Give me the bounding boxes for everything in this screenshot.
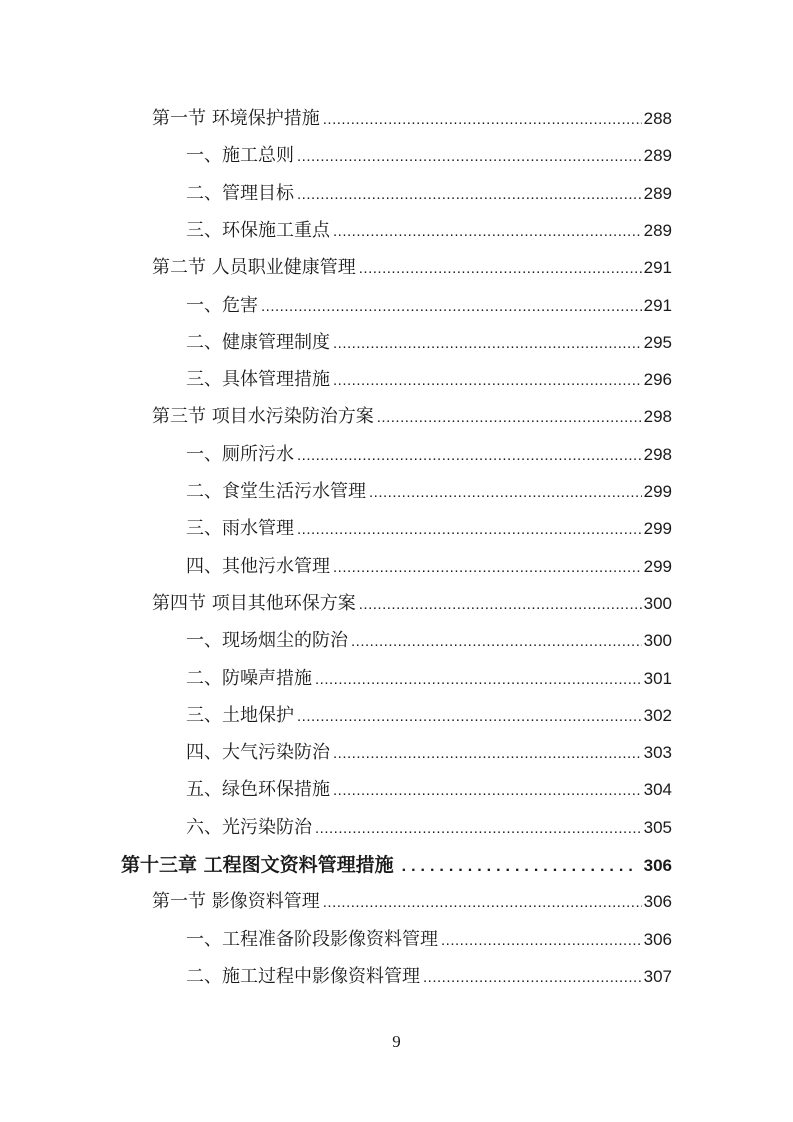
toc-entry-title: 一、施工总则 (186, 145, 294, 167)
toc-section-entry[interactable] (152, 589, 672, 619)
toc-entry-page: 306 (643, 856, 672, 875)
toc-section-entry[interactable] (152, 887, 672, 917)
toc-item-entry[interactable] (186, 291, 672, 321)
toc-entry-page: 305 (643, 817, 672, 837)
toc-leader-dots (297, 708, 642, 725)
toc-entry-page: 289 (643, 220, 672, 240)
toc-entry-title: 第一节 影像资料管理 (152, 891, 320, 913)
toc-entry-title: 二、防噪声措施 (186, 667, 312, 689)
toc-entry-page: 302 (643, 705, 672, 725)
toc-item-entry[interactable] (186, 141, 672, 171)
toc-leader-dots (333, 335, 642, 352)
toc-entry-title: 二、健康管理制度 (186, 331, 330, 353)
toc-entry-page: 299 (643, 519, 672, 539)
toc-item-entry[interactable] (186, 514, 672, 544)
toc-leader-dots (315, 820, 642, 837)
toc-leader-dots (402, 858, 636, 876)
toc-leader-dots (333, 745, 642, 762)
toc-leader-dots (441, 932, 642, 949)
toc-entry-page: 296 (643, 370, 672, 390)
toc-entry-title: 一、厕所污水 (186, 443, 294, 465)
toc-entry-title: 第一节 环境保护措施 (152, 108, 320, 129)
toc-entry-page: 288 (643, 109, 672, 128)
toc-entry-page: 299 (643, 556, 672, 576)
toc-entry-page: 299 (643, 482, 672, 501)
toc-item-entry[interactable] (186, 701, 672, 731)
toc-entry-title: 六、光污染防治 (186, 816, 312, 838)
toc-entry-title: 二、食堂生活污水管理 (186, 481, 366, 502)
toc-section-entry[interactable] (152, 104, 672, 134)
toc-item-entry[interactable] (186, 552, 672, 582)
toc-leader-dots (377, 409, 642, 426)
toc-item-entry[interactable] (186, 216, 672, 246)
toc-entry-title: 第二节 人员职业健康管理 (152, 257, 356, 279)
toc-entry-page: 291 (643, 295, 672, 315)
toc-entry-title: 二、施工过程中影像资料管理 (186, 965, 420, 987)
toc-entry-page: 300 (643, 593, 672, 613)
toc-entry-title: 第四节 项目其他环保方案 (152, 592, 356, 614)
toc-leader-dots (333, 782, 642, 799)
toc-entry-page: 298 (643, 407, 672, 427)
toc-section-entry[interactable] (152, 402, 672, 432)
toc-entry-title: 四、其他污水管理 (186, 555, 330, 577)
toc-entry-title: 二、管理目标 (186, 182, 294, 204)
toc-entry-page: 289 (643, 146, 672, 166)
toc-entry-title: 一、工程准备阶段影像资料管理 (186, 928, 438, 950)
toc-item-entry[interactable] (186, 477, 672, 507)
toc-entry-page: 304 (643, 780, 672, 800)
toc-entry-title: 五、绿色环保措施 (186, 779, 330, 801)
toc-chapter-entry[interactable] (121, 850, 672, 880)
toc-leader-dots (297, 521, 642, 538)
toc-entry-page: 300 (643, 631, 672, 651)
toc-leader-dots (297, 148, 642, 165)
toc-leader-dots (333, 223, 642, 240)
toc-item-entry[interactable] (186, 626, 672, 656)
toc-section-entry[interactable] (152, 253, 672, 283)
toc-entry-title: 三、土地保护 (186, 704, 294, 726)
toc-item-entry[interactable] (186, 664, 672, 694)
toc-entry-title: 三、具体管理措施 (186, 369, 330, 391)
toc-entry-title: 一、危害 (186, 294, 258, 316)
toc-entry-page: 301 (643, 668, 672, 688)
toc-item-entry[interactable] (186, 813, 672, 843)
toc-item-entry[interactable] (186, 440, 672, 470)
toc-entry-title: 三、环保施工重点 (186, 219, 330, 241)
toc-entry-title: 三、雨水管理 (186, 518, 294, 540)
toc-entry-title: 四、大气污染防治 (186, 742, 330, 764)
toc-entry-title: 第三节 项目水污染防治方案 (152, 406, 374, 428)
toc-entry-title: 一、现场烟尘的防治 (186, 630, 348, 652)
toc-entry-page: 307 (643, 966, 672, 986)
toc-item-entry[interactable] (186, 962, 672, 992)
toc-item-entry[interactable] (186, 738, 672, 768)
toc-entry-page: 291 (643, 258, 672, 278)
toc-entry-page: 298 (643, 444, 672, 464)
toc-leader-dots (297, 186, 642, 203)
toc-leader-dots (323, 111, 642, 128)
toc-entry-page: 306 (643, 892, 672, 912)
toc-leader-dots (333, 559, 642, 576)
toc-entry-page: 306 (643, 929, 672, 949)
toc-entry-page: 289 (643, 183, 672, 203)
toc-entry-page: 295 (643, 332, 672, 352)
toc-entry-title: 第十三章 工程图文资料管理措施 (121, 854, 394, 876)
toc-item-entry[interactable] (186, 775, 672, 805)
toc-entry-page: 303 (643, 743, 672, 763)
toc-item-entry[interactable] (186, 328, 672, 358)
toc-leader-dots (351, 633, 642, 650)
toc-leader-dots (359, 596, 642, 613)
toc-item-entry[interactable] (186, 365, 672, 395)
toc-leader-dots (297, 447, 642, 464)
toc-leader-dots (369, 484, 642, 501)
toc-leader-dots (315, 671, 642, 688)
toc-leader-dots (323, 894, 642, 911)
toc-leader-dots (261, 298, 642, 315)
page-number: 9 (392, 1032, 401, 1051)
toc-item-entry[interactable] (186, 179, 672, 209)
toc-leader-dots (359, 260, 642, 277)
toc-leader-dots (333, 372, 642, 389)
toc-leader-dots (423, 969, 642, 986)
toc-item-entry[interactable] (186, 925, 672, 955)
